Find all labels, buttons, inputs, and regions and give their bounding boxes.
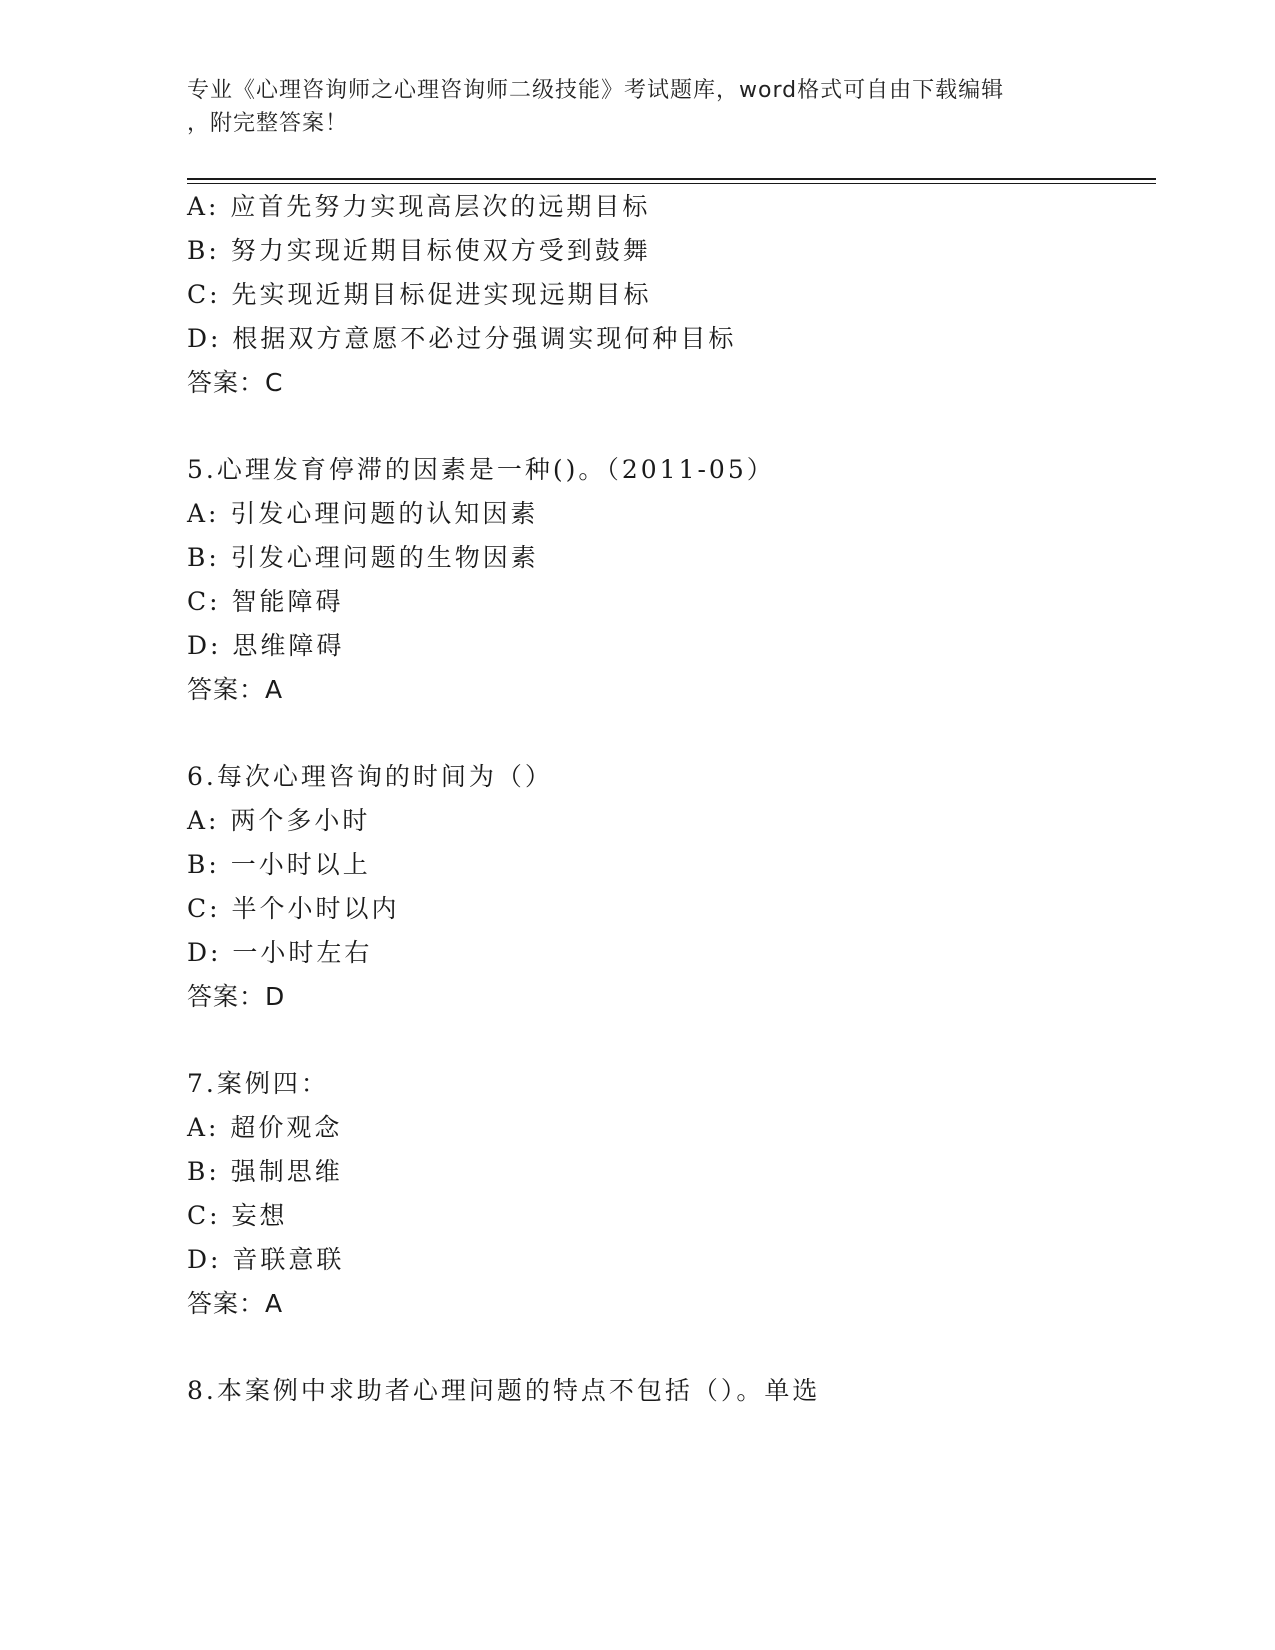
q7-title: 7.案例四： [187, 1069, 329, 1098]
q6-option-c: C: 半个小时以内 [187, 894, 400, 923]
q5-answer: 答案：A [187, 675, 284, 704]
q7-option-c: C: 妄想 [187, 1201, 288, 1230]
q4-option-d: D: 根据双方意愿不必过分强调实现何种目标 [187, 324, 737, 353]
q5-option-b: B: 引发心理问题的生物因素 [187, 543, 539, 572]
q6-title: 6.每次心理咨询的时间为（） [187, 762, 553, 791]
q6-option-d: D: 一小时左右 [187, 938, 373, 967]
q6-option-a: A: 两个多小时 [187, 806, 371, 835]
q4-option-c: C: 先实现近期目标促进实现远期目标 [187, 280, 652, 309]
q8-title: 8.本案例中求助者心理问题的特点不包括（）。单选 [187, 1376, 821, 1405]
q4-option-a: A: 应首先努力实现高层次的远期目标 [187, 192, 651, 221]
header-rule-thin [187, 183, 1156, 184]
q4-option-b: B: 努力实现近期目标使双方受到鼓舞 [187, 236, 651, 265]
q5-option-c: C: 智能障碍 [187, 587, 344, 616]
q7-option-b: B: 强制思维 [187, 1157, 343, 1186]
document-header [187, 74, 1067, 140]
q7-option-d: D: 音联意联 [187, 1245, 345, 1274]
header-line-2: ，附完整答案！ [187, 111, 349, 136]
q5-option-a: A: 引发心理问题的认知因素 [187, 499, 539, 528]
q5-option-d: D: 思维障碍 [187, 631, 345, 660]
q6-answer: 答案：D [187, 982, 286, 1011]
q7-option-a: A: 超价观念 [187, 1113, 343, 1142]
q6-option-b: B: 一小时以上 [187, 850, 371, 879]
q7-answer: 答案：A [187, 1289, 284, 1318]
q5-title: 5.心理发育停滞的因素是一种()。（2011-05） [187, 455, 775, 484]
q4-answer: 答案：C [187, 368, 284, 397]
header-rule-thick [187, 178, 1156, 180]
header-line-1: 专业《心理咨询师之心理咨询师二级技能》考试题库，word格式可自由下载编辑 [187, 78, 1005, 103]
